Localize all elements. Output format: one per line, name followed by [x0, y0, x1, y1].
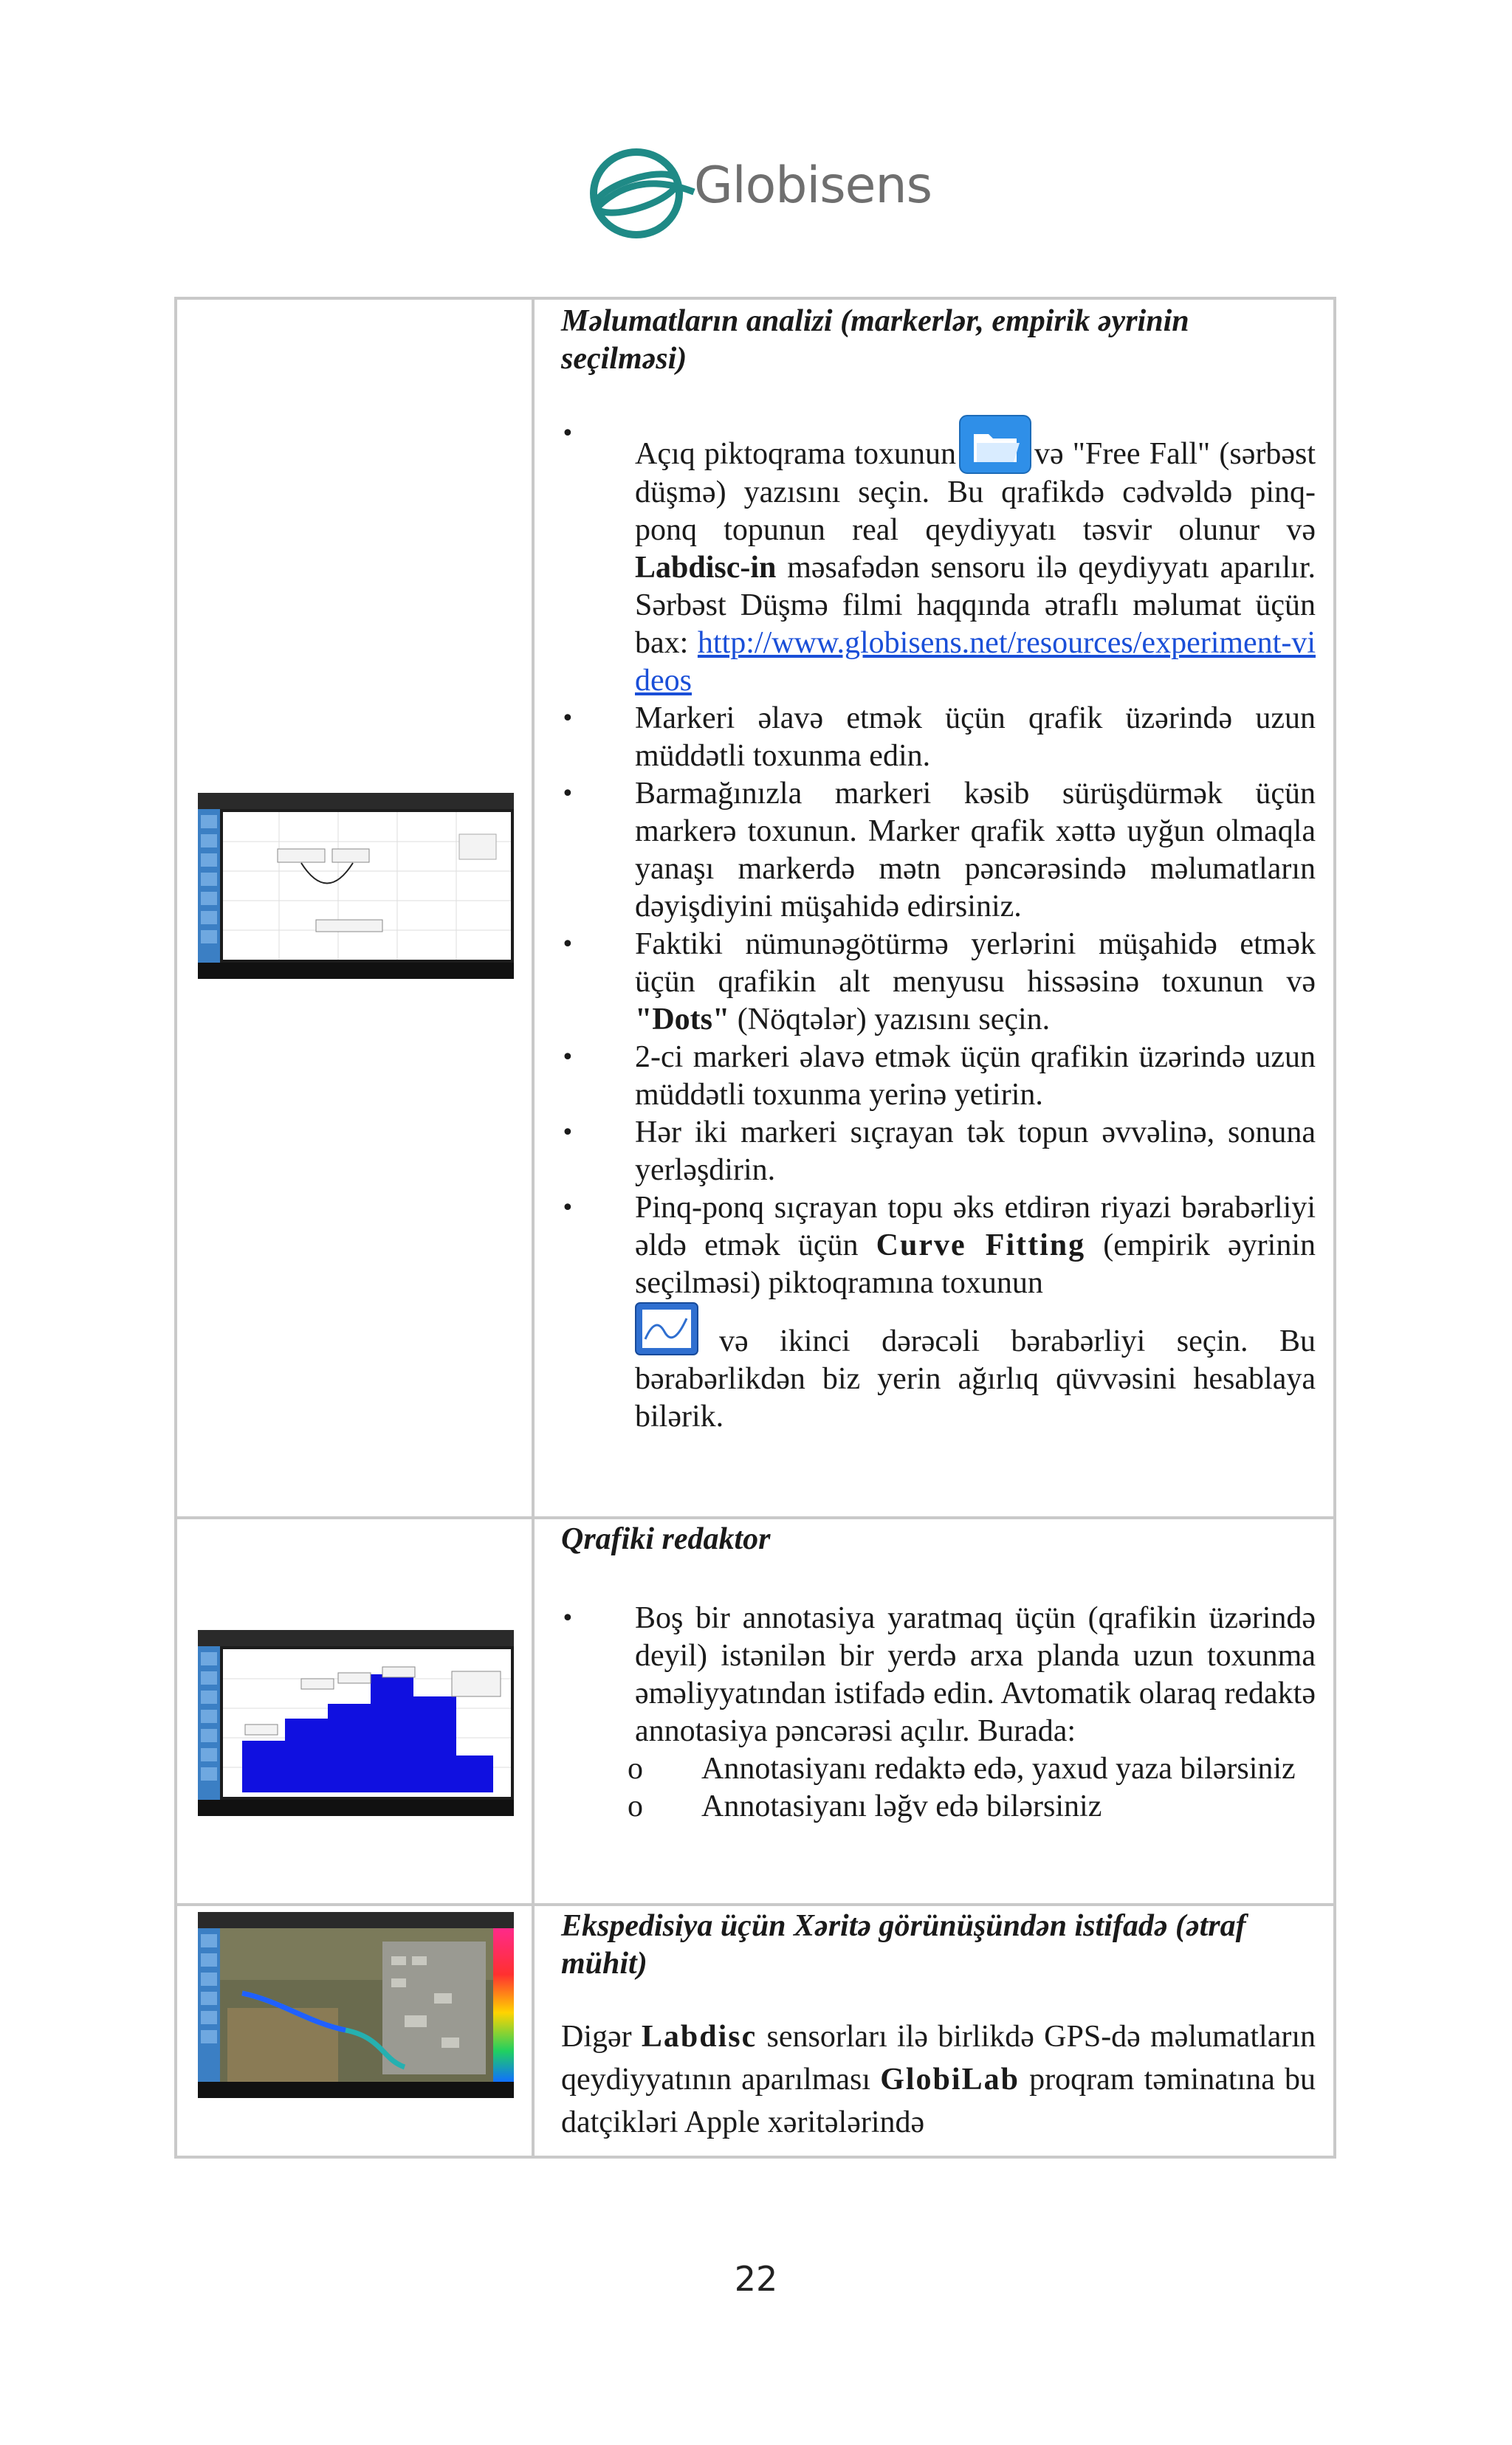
curve-fitting-icon — [635, 1302, 698, 1355]
table-row — [176, 298, 1335, 1518]
sub-list — [628, 1750, 1316, 1826]
map-view-screenshot — [198, 1912, 514, 2098]
bullet-list — [561, 1600, 1316, 1826]
list-item: • Açıq piktoqrama toxunun və "Free Fall" (sərbəst düşmə) yazısını seçin. Bu qrafikdə cədvəldə pinq-ponq topunun real qeydiyyatı təsvir olunur və Labdisc-in məsafədən sensoru ilə qeydiyyatı aparılır. Sərbəst Düşmə filmi haqqında ətraflı məlumat üçün bax: http://www.globisens.net/resources/experiment-videos — [561, 415, 1316, 700]
content-table — [174, 297, 1336, 2159]
list-item: • Faktiki nümunəgötürmə yerlərini müşahidə etmək üçün qrafikin alt menyusu hissəsinə toxunun və "Dots" (Nöqtələr) yazısını seçin. — [561, 926, 1316, 1039]
section-graph-editor — [533, 1518, 1335, 1905]
open-folder-icon — [959, 415, 1031, 474]
list-item: • Barmağınızla markeri kəsib sürüşdürmək üçün markerə toxunun. Marker qrafik xəttə uyğun olmaqla yanaşı markerdə mətn pəncərəsində məlumatların dəyişdiyini müşahidə edirsiniz. — [561, 775, 1316, 926]
table-row — [176, 1518, 1335, 1905]
page-number: 22 — [734, 2259, 778, 2299]
screenshot-cell — [176, 1905, 533, 2157]
bar-chart-annotation-screenshot — [198, 1630, 514, 1816]
section-heading: Qrafiki redaktor — [561, 1522, 771, 1556]
globisens-logo — [583, 140, 938, 251]
section-analysis — [533, 298, 1335, 1518]
section-paragraph: Digər Labdisc sensorları ilə birlikdə GPS-də məlumatların qeydiyyatının aparılması GlobiLab proqram təminatına bu datçikləri Apple xəritələrində — [561, 2020, 1316, 2139]
table-row — [176, 1905, 1335, 2157]
list-item: • Pinq-ponq sıçrayan topu əks etdirən riyazi bərabərliyi əldə etmək üçün Curve Fitting (empirik əyrinin seçilməsi) piktoqramına toxunun və ikinci dərəcəli bərabərliyi seçin. Bu bərabərlikdən biz yerin ağırlıq qüvvəsini hesablaya bilərik. — [561, 1189, 1316, 1436]
section-map-view — [533, 1905, 1335, 2157]
globisens-wordmark: Globisens — [694, 157, 932, 215]
sub-list-item: o Annotasiyanı redaktə edə, yaxud yaza bilərsiniz — [628, 1750, 1316, 1788]
screenshot-cell — [176, 1518, 533, 1905]
globisens-logo-icon — [583, 140, 701, 251]
list-item: • Hər iki markeri sıçrayan tək topun əvvəlinə, sonuna yerləşdirin. — [561, 1114, 1316, 1189]
sub-list-item: o Annotasiyanı ləğv edə bilərsiniz — [628, 1788, 1316, 1826]
graph-markers-screenshot — [198, 793, 514, 979]
screenshot-cell — [176, 298, 533, 1518]
experiment-videos-link[interactable]: http://www.globisens.net/resources/experiment-videos — [635, 626, 1316, 698]
list-item: • 2-ci markeri əlavə etmək üçün qrafikin üzərində uzun müddətli toxunma yerinə yetirin. — [561, 1039, 1316, 1114]
section-heading: Ekspedisiya üçün Xəritə görünüşündən istifadə (ətraf mühit) — [561, 1909, 1246, 1981]
list-item: • Boş bir annotasiya yaratmaq üçün (qrafikin üzərində deyil) istənilən bir yerdə arxa planda uzun toxunma əməliyyatından istifadə edin. Avtomatik olaraq redaktə annotasiya pəncərəsi açılır. Burada: o Annotasiyanı redaktə edə, yaxud yaza bilərsiniz o Annotasiyanı ləğv edə bilərsiniz — [561, 1600, 1316, 1826]
bullet-list — [561, 415, 1316, 1436]
list-item: • Markeri əlavə etmək üçün qrafik üzərində uzun müddətli toxunma edin. — [561, 700, 1316, 775]
section-heading: Məlumatların analizi (markerlər, empirik əyrinin seçilməsi) — [561, 304, 1189, 376]
